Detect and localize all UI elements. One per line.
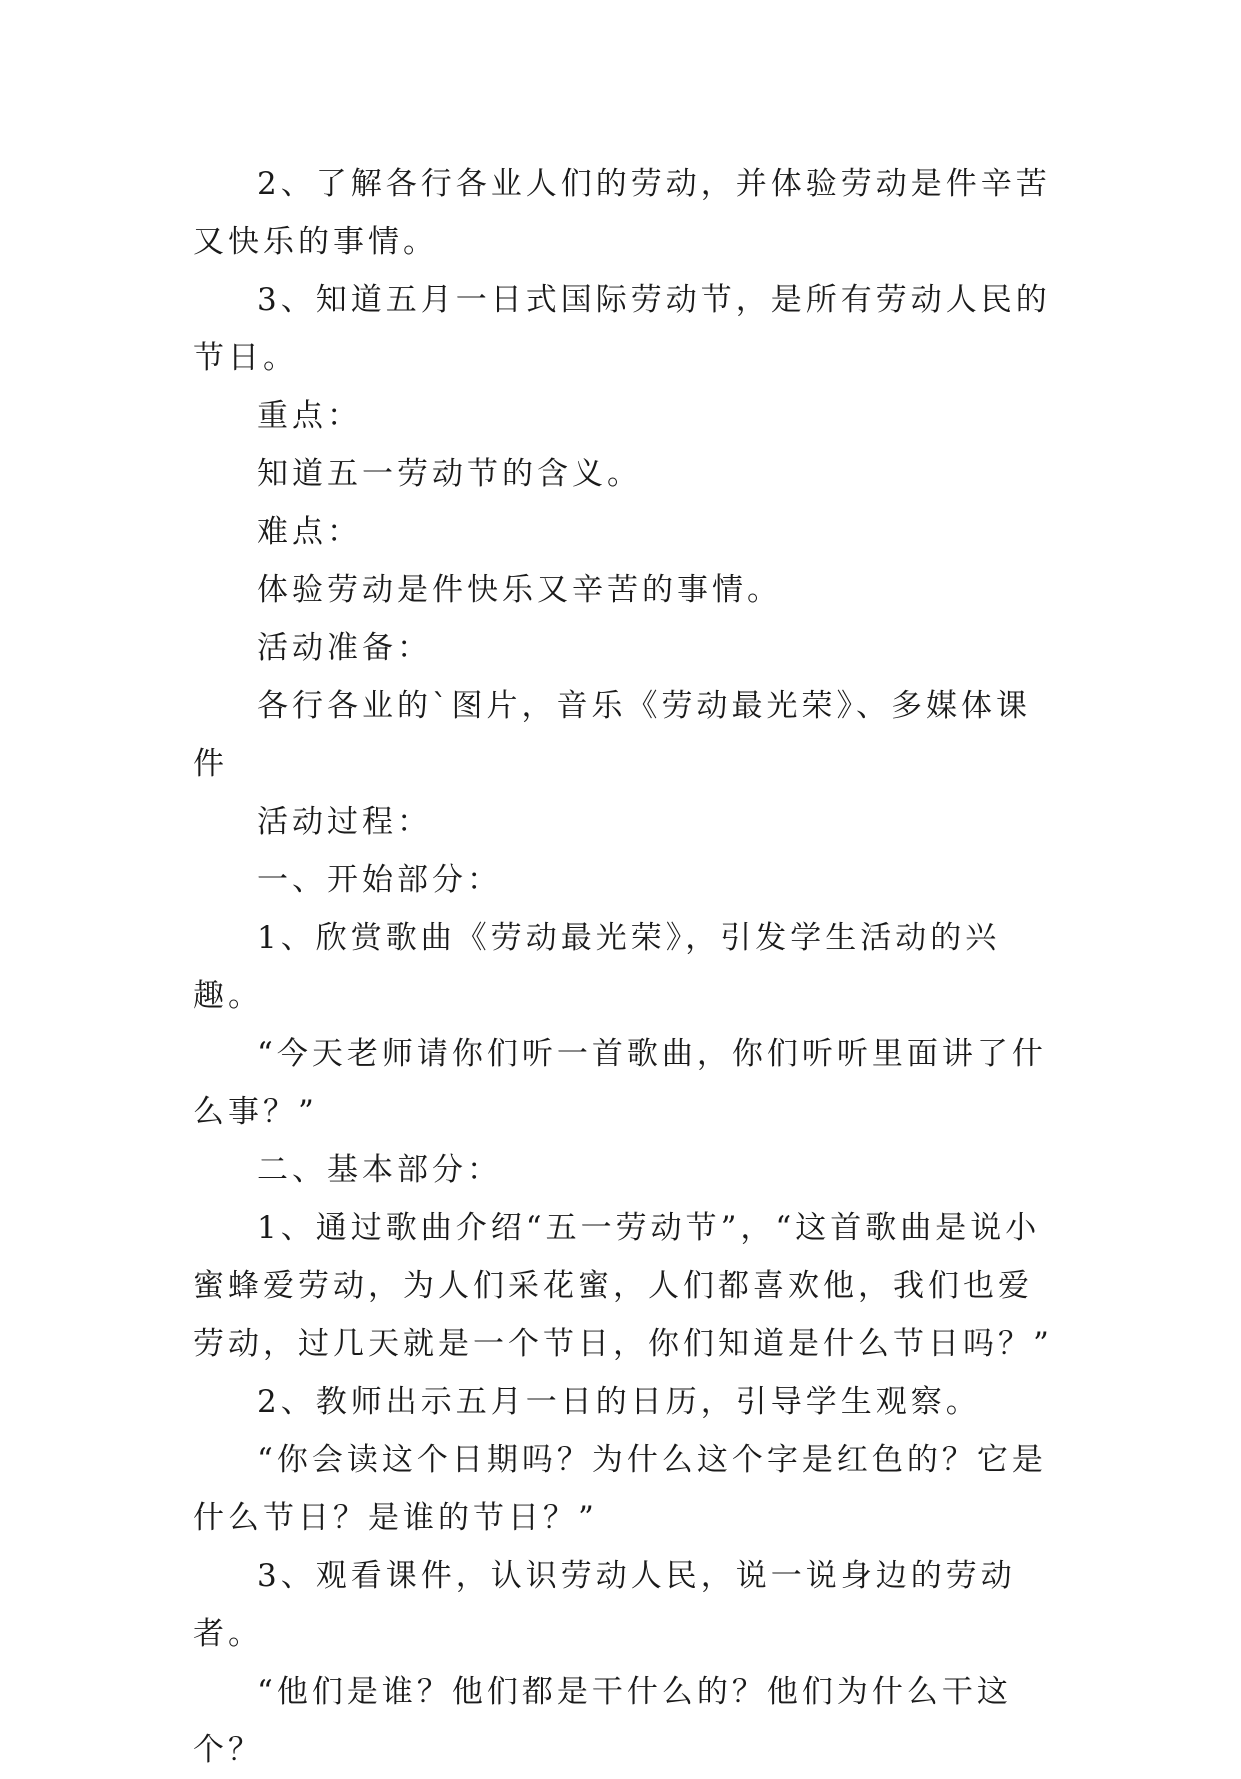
paragraph-key-point: 知道五一劳动节的含义。 xyxy=(257,456,642,492)
paragraph-part-one-step-1: 1、欣赏歌曲《劳动最光荣》，引发学生活动的兴趣。 xyxy=(193,920,1001,1014)
paragraph-part-two-quote-2: “你会读这个日期吗？为什么这个字是红色的？它是什么节日？是谁的节日？” xyxy=(193,1442,1047,1536)
paragraph-difficulty: 体验劳动是件快乐又辛苦的事情。 xyxy=(257,572,782,608)
paragraph-part-two-step-1: 1、通过歌曲介绍“五一劳动节”，“这首歌曲是说小蜜蜂爱劳动，为人们采花蜜，人们都喜欢他，我们也爱劳动，过几天就是一个节日，你们知道是什么节日吗？” xyxy=(193,1210,1053,1362)
paragraph-preparation: 各行各业的`图片，音乐《劳动最光荣》、多媒体课件 xyxy=(193,688,1031,782)
heading-part-one: 一、开始部分： xyxy=(257,862,502,898)
paragraph-part-two-step-2: 2、教师出示五月一日的日历，引导学生观察。 xyxy=(257,1384,981,1420)
paragraph-objective-2: 2、了解各行各业人们的劳动，并体验劳动是件辛苦又快乐的事情。 xyxy=(193,166,1051,260)
heading-part-two: 二、基本部分： xyxy=(257,1152,502,1188)
heading-preparation: 活动准备： xyxy=(257,630,432,666)
document-body xyxy=(193,155,1053,1779)
heading-key-point: 重点： xyxy=(257,398,362,434)
paragraph-part-one-quote: “今天老师请你们听一首歌曲，你们听听里面讲了什么事？” xyxy=(193,1036,1047,1130)
heading-process: 活动过程： xyxy=(257,804,432,840)
paragraph-objective-3: 3、知道五月一日式国际劳动节，是所有劳动人民的节日。 xyxy=(193,282,1051,376)
paragraph-part-two-quote-3: “他们是谁？他们都是干什么的？他们为什么干这个？ xyxy=(193,1674,1012,1768)
heading-difficulty: 难点： xyxy=(257,514,362,550)
paragraph-part-two-step-3: 3、观看课件，认识劳动人民，说一说身边的劳动者。 xyxy=(193,1558,1016,1652)
